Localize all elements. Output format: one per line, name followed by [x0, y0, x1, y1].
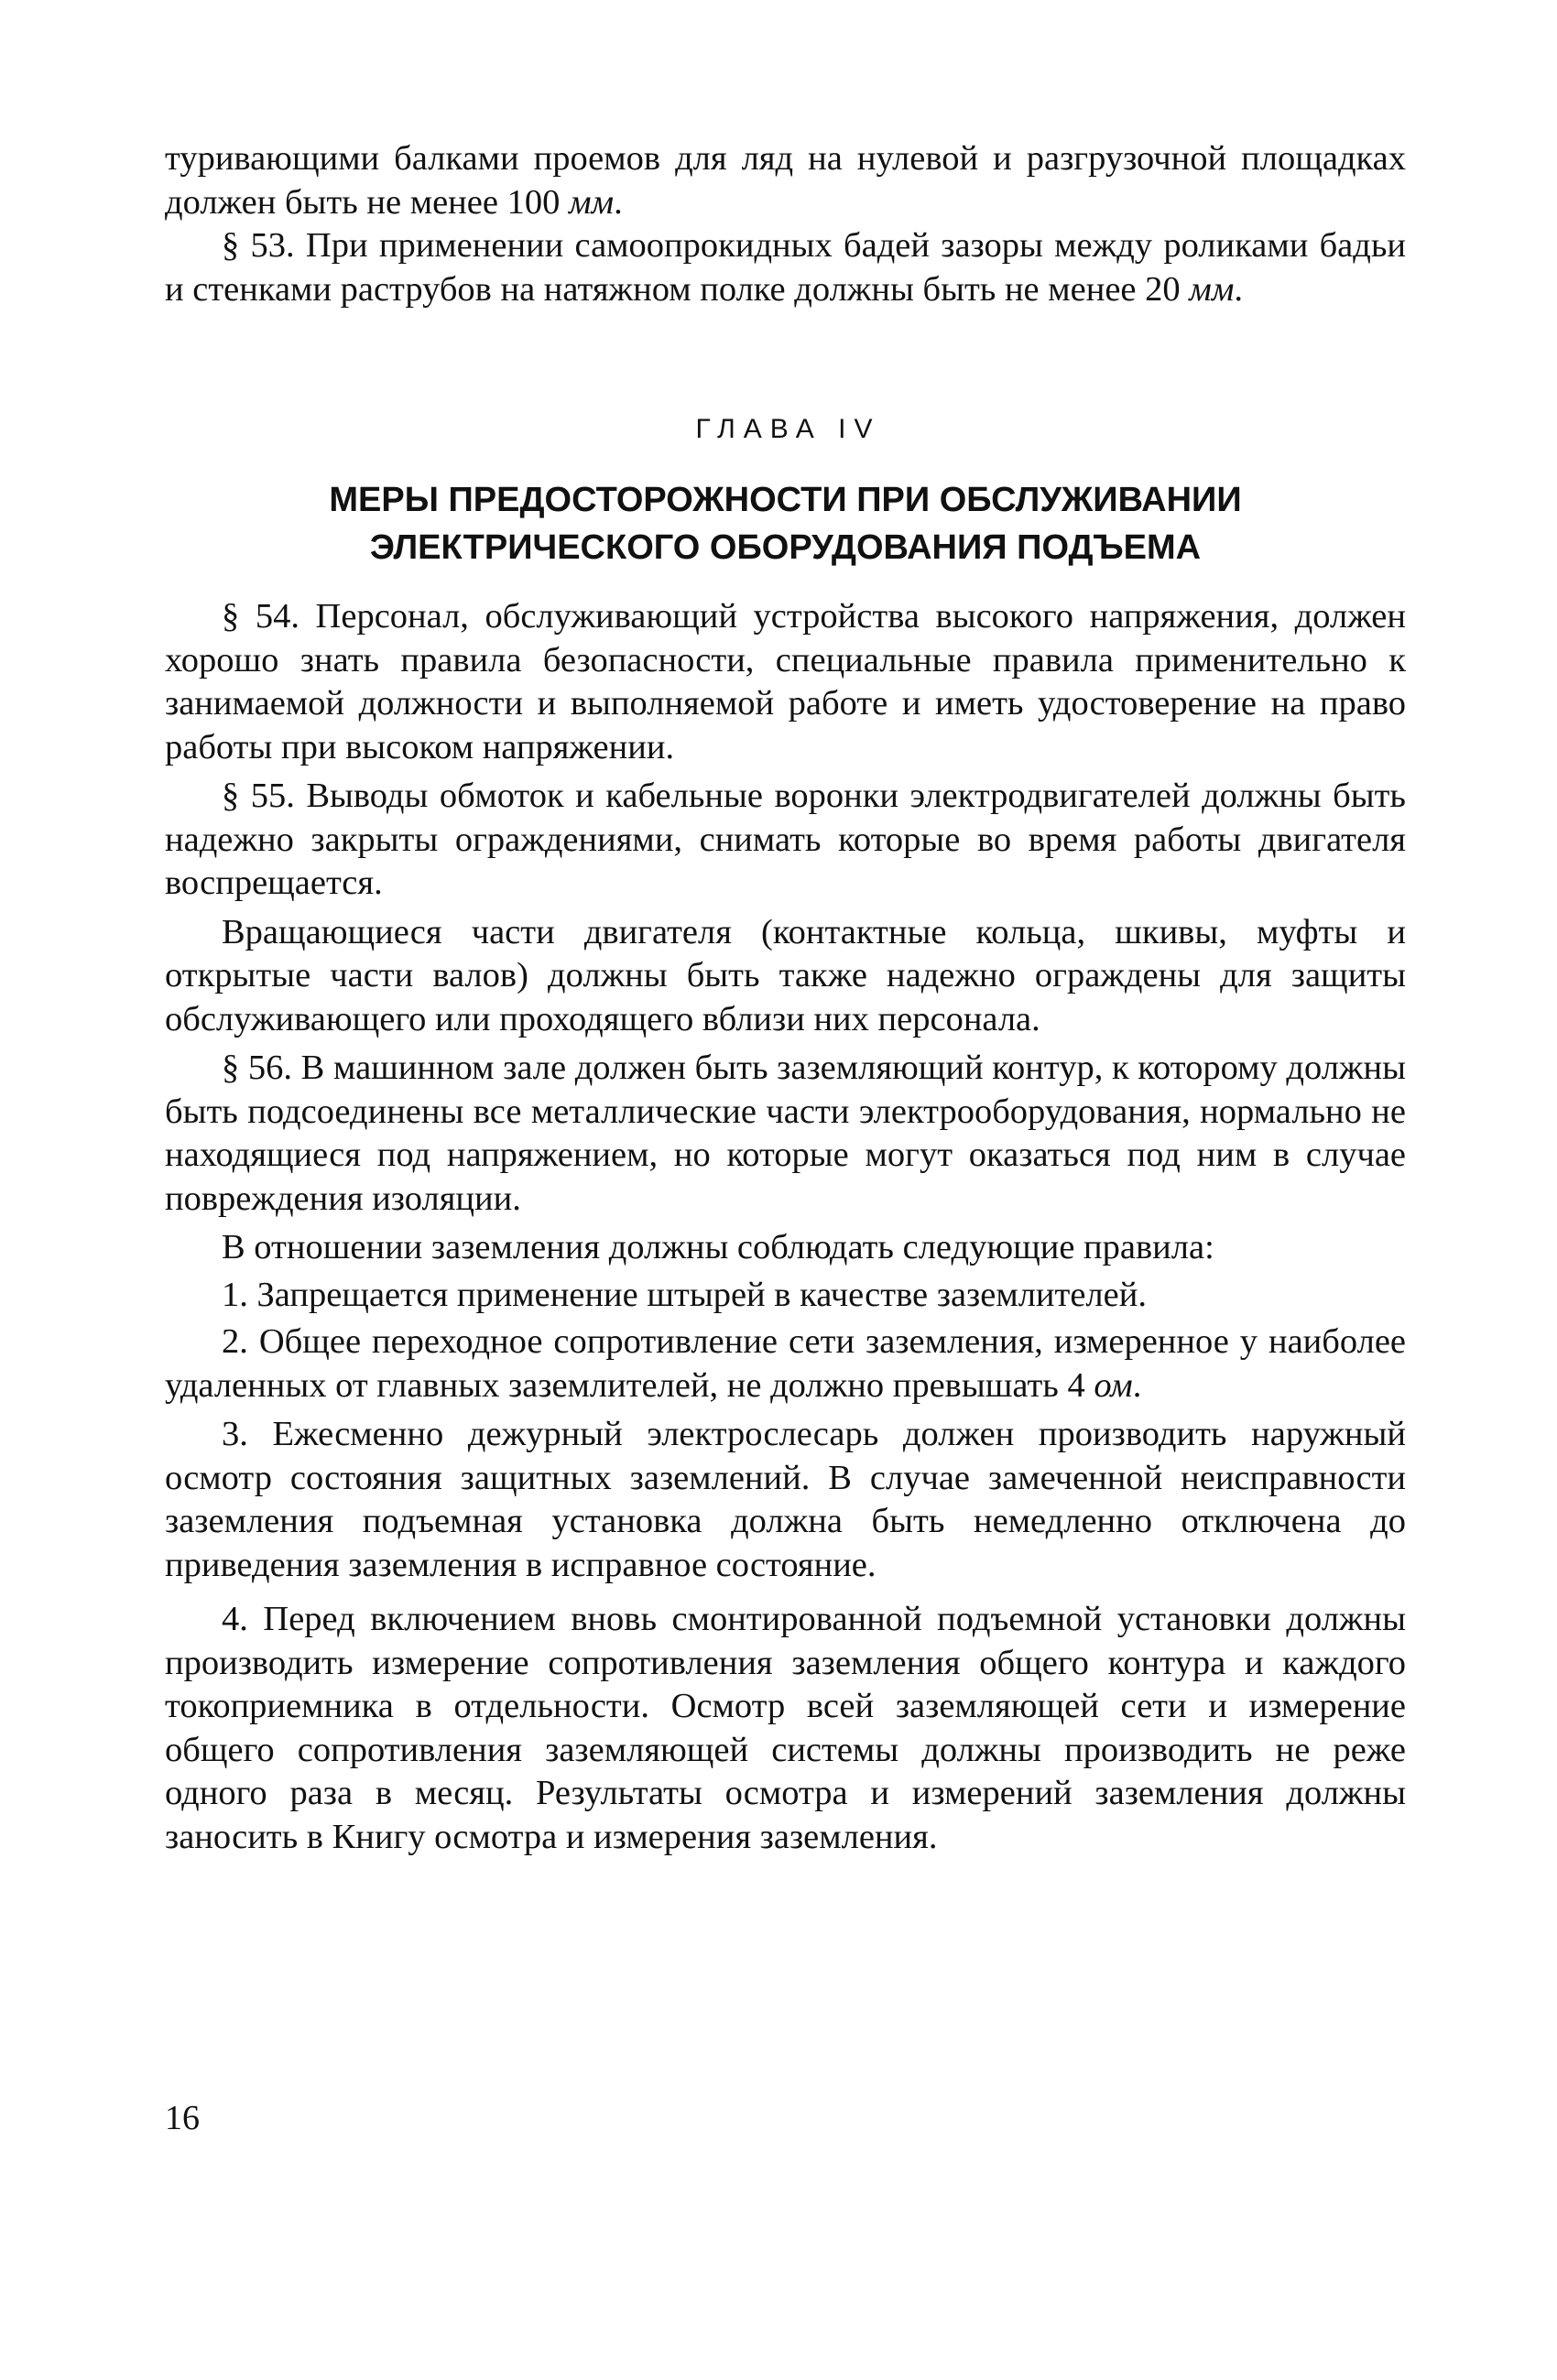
continued-paragraph: туривающими балками проемов для ляд на нулевой и разгрузочной площадках должен быть не менее 100 мм. — [165, 139, 1406, 222]
page-number: 16 — [165, 2099, 200, 2137]
paragraph-55-continued: Вращающиеся части двигателя (контактные кольца, шкивы, муфты и открытые части валов) должны быть также надежно ограждены для защиты обслуживающего или проходящего вблизи них персонала. — [165, 912, 1406, 1038]
chapter-number: ГЛАВА IV — [695, 414, 881, 444]
rule-4: 4. Перед включением вновь смонтированной подъемной установки должны производить измерение сопротивления заземления общего контура и каждого токоприемника в отдельности. Осмотр всей заземляющей сети и измерение общего сопротивления заземляющей системы должны производить не реже одного раза в месяц. Результаты осмотра и измерений заземления должны заносить в Книгу осмотра и измерения заземления. — [165, 1600, 1406, 1856]
document-page — [165, 137, 1406, 1859]
unit-ohm: ом — [1094, 1365, 1133, 1405]
chapter-title-line-2: ЭЛЕКТРИЧЕСКОГО ОБОРУДОВАНИЯ ПОДЪЕМА — [369, 528, 1202, 567]
rule-3: 3. Ежесменно дежурный электрослесарь должен производить наружный осмотр состояния защитных заземлений. В случае замеченной неисправности заземления подъемная установка должна быть немедленно отключена до приведения заземления в исправное состояние. — [165, 1415, 1406, 1584]
unit-mm: мм — [568, 182, 615, 222]
paragraph-54: § 54. Персонал, обслуживающий устройства высокого напряжения, должен хорошо знать правила безопасности, специальные правила применительно к занимаемой должности и выполняемой работе и иметь удостоверение на право работы при высоком напряжении. — [165, 597, 1406, 766]
paragraph-53: § 53. При применении самоопрокидных бадей зазоры между роликами бадьи и стенками раструбов на натяжном полке должны быть не менее 20 мм. — [165, 226, 1406, 309]
paragraph-55: § 55. Выводы обмоток и кабельные воронки электродвигателей должны быть надежно закрыты ограждениями, снимать которые во время работы двигателя воспрещается. — [165, 777, 1406, 902]
rules-intro: В отношении заземления должны соблюдать следующие правила: — [222, 1228, 1214, 1266]
chapter-title-line-1: МЕРЫ ПРЕДОСТОРОЖНОСТИ ПРИ ОБСЛУЖИВАНИИ — [329, 481, 1242, 519]
chapter-body — [165, 595, 1406, 1859]
rule-2: 2. Общее переходное сопротивление сети заземления, измеренное у наиболее удаленных от главных заземлителей, не должно превышать 4 ом. — [165, 1322, 1406, 1405]
paragraph-56: § 56. В машинном зале должен быть заземляющий контур, к которому должны быть подсоединены все металлические части электрооборудования, нормально не находящиеся под напряжением, но которые могут оказаться под ним в случае повреждения изоляции. — [165, 1049, 1406, 1218]
rule-1: 1. Запрещается применение штырей в качестве заземлителей. — [222, 1275, 1147, 1314]
continued-paragraph-text: туривающими балками проемов для ляд на нулевой и разгрузочной площадках должен быть не менее 100 — [165, 139, 1406, 222]
chapter-heading — [165, 414, 1406, 571]
unit-mm-2: мм — [1189, 269, 1235, 309]
paragraph-53-text: § 53. При применении самоопрокидных бадей зазоры между роликами бадьи и стенками раструбов на натяжном полке должны быть не менее 20 — [165, 226, 1406, 309]
rule-2-text: 2. Общее переходное сопротивление сети заземления, измеренное у наиболее удаленных от главных заземлителей, не должно превышать 4 — [165, 1322, 1406, 1405]
